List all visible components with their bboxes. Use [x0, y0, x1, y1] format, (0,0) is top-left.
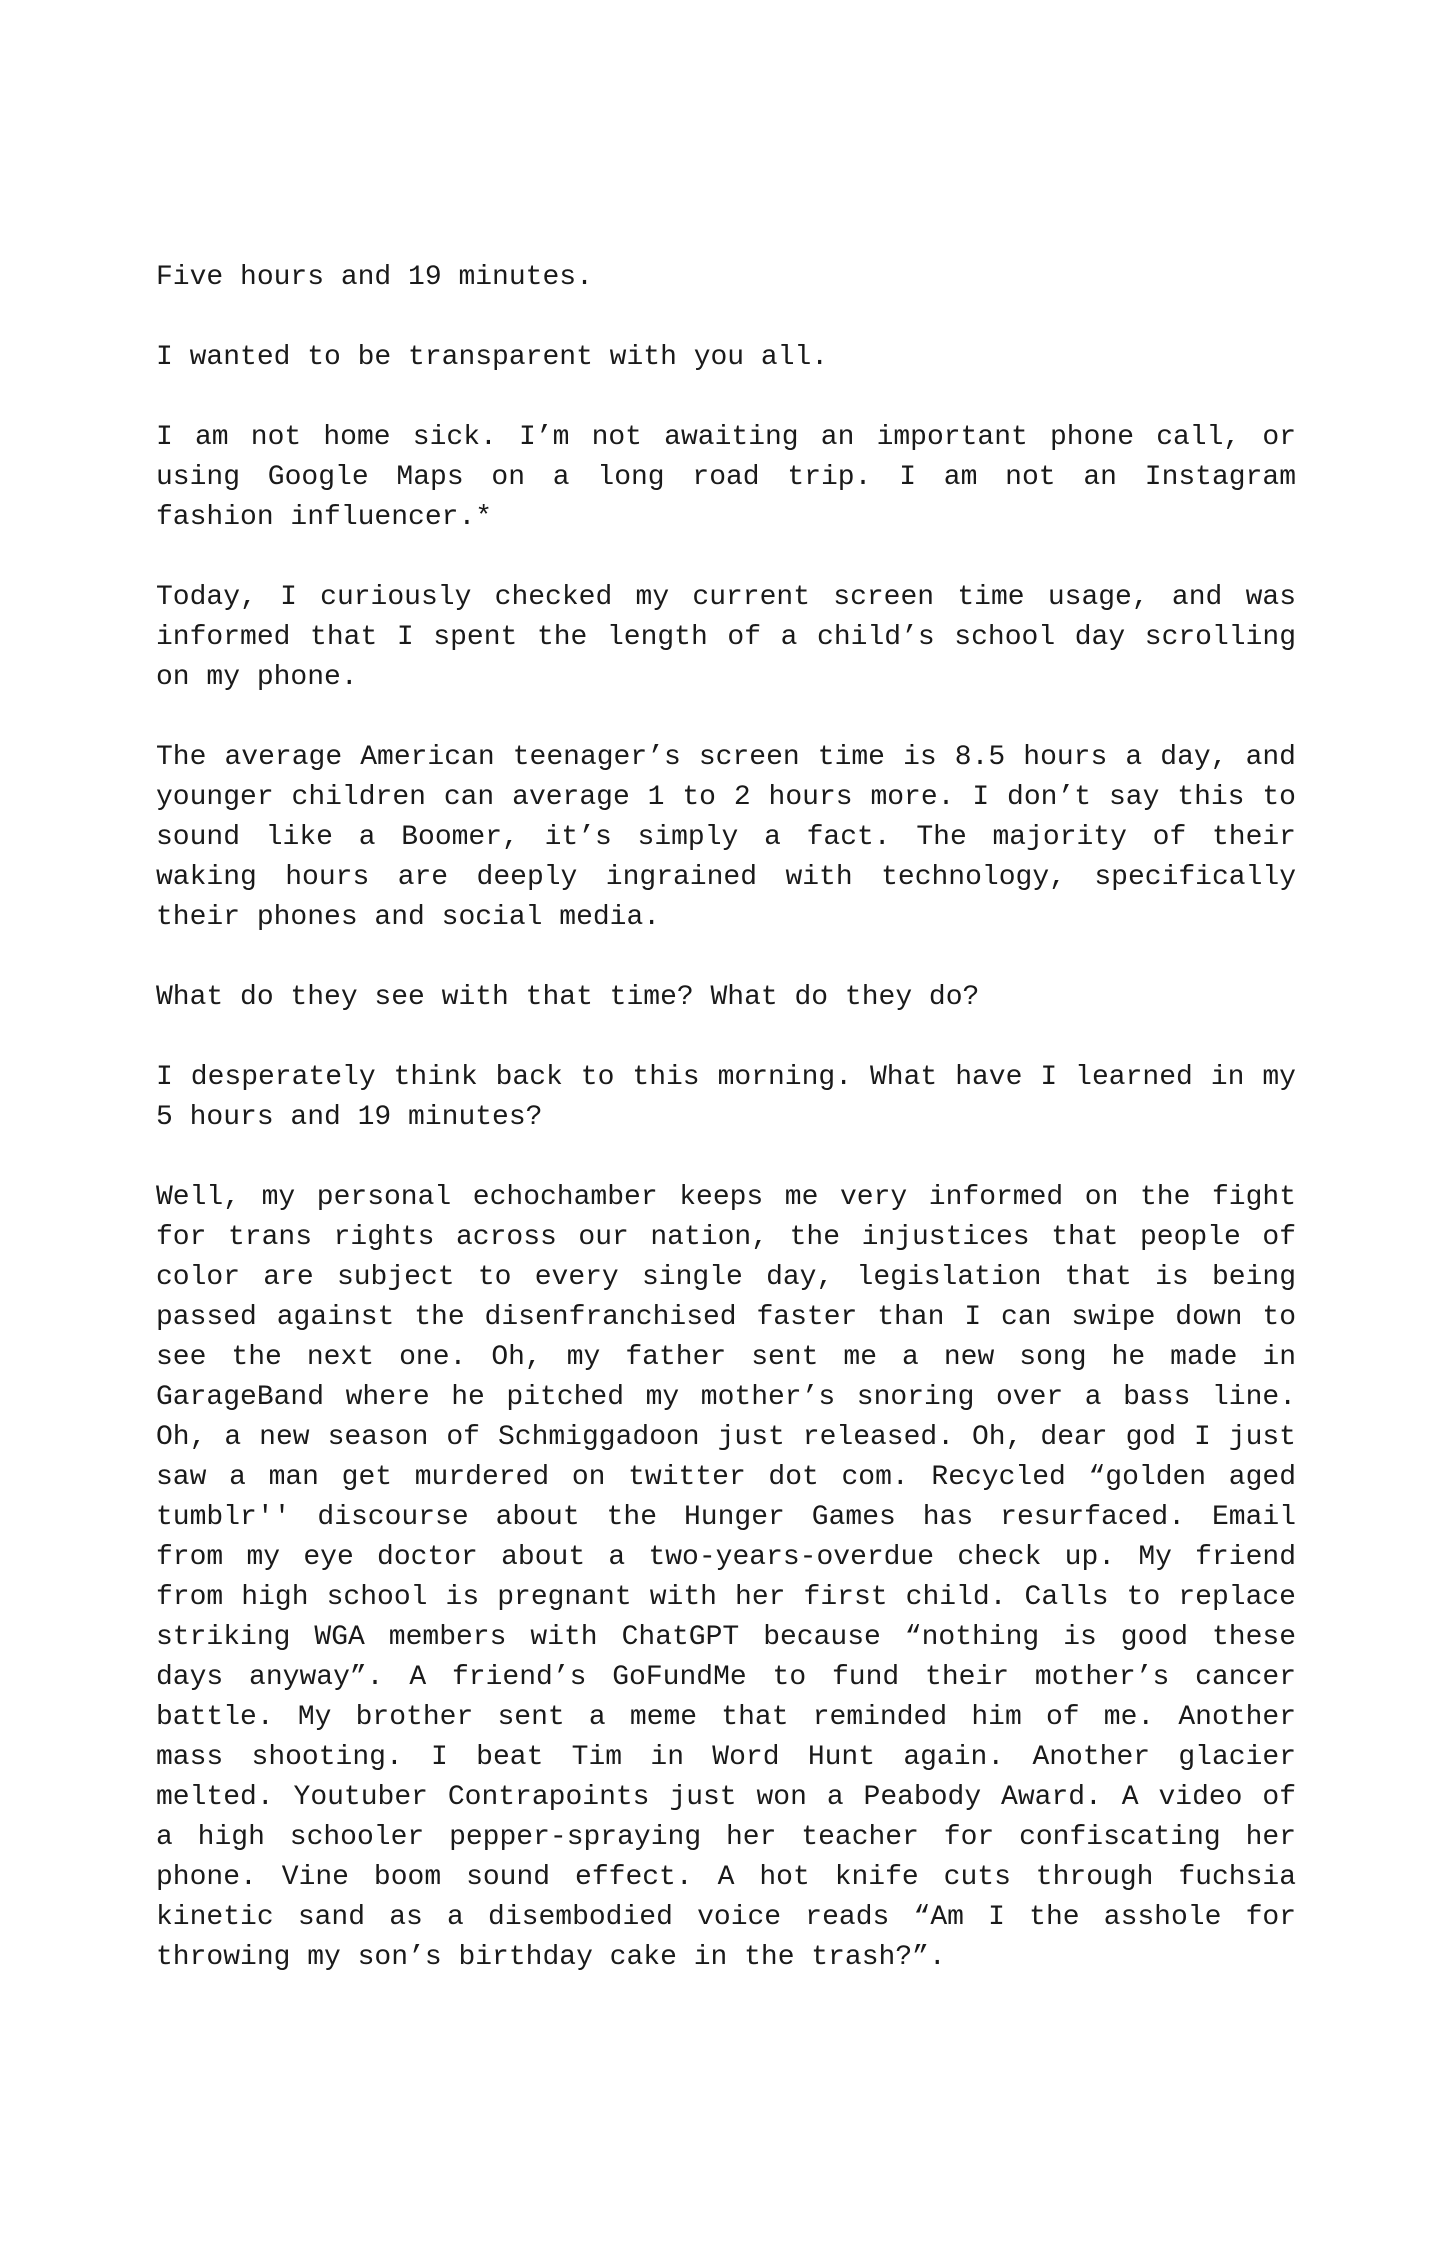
paragraph-5: The average American teenager’s screen time is 8.5 hours a day, and younger children can average 1 to 2 hours more. I don’t say this to sound like a Boomer, it’s simply a fact. The majority of their waking hours are deeply ingrained with technology, specifically their phones and social media.: [156, 742, 1296, 933]
paragraph-6: What do they see with that time? What do they do?: [156, 982, 980, 1013]
paragraph-2: I wanted to be transparent with you all.: [156, 342, 829, 373]
paragraph-4: Today, I curiously checked my current screen time usage, and was informed that I spent the length of a child’s school day scrolling on my phone.: [156, 582, 1296, 693]
document-body: [156, 258, 1296, 1978]
paragraph-3: I am not home sick. I’m not awaiting an important phone call, or using Google Maps on a long road trip. I am not an Instagram fashion influencer.*: [156, 422, 1296, 533]
paragraph-7: I desperately think back to this morning. What have I learned in my 5 hours and 19 minutes?: [156, 1062, 1296, 1133]
paragraph-8: Well, my personal echochamber keeps me very informed on the fight for trans rights across our nation, the injustices that people of color are subject to every single day, legislation that is being passed against the disenfranchised faster than I can swipe down to see the next one. Oh, my father sent me a new song he made in GarageBand where he pitched my mother’s snoring over a bass line. Oh, a new season of Schmiggadoon just released. Oh, dear god I just saw a man get murdered on twitter dot com. Recycled “golden aged tumblr'' discourse about the Hunger Games has resurfaced. Email from my eye doctor about a two-years-overdue check up. My friend from high school is pregnant with her first child. Calls to replace striking WGA members with ChatGPT because “nothing is good these days anyway”. A friend’s GoFundMe to fund their mother’s cancer battle. My brother sent a meme that reminded him of me. Another mass shooting. I beat Tim in Word Hunt again. Another glacier melted. Youtuber Contrapoints just won a Peabody Award. A video of a high schooler pepper-spraying her teacher for confiscating her phone. Vine boom sound effect. A hot knife cuts through fuchsia kinetic sand as a disembodied voice reads “Am I the asshole for throwing my son’s birthday cake in the trash?”.: [156, 1182, 1296, 1973]
paragraph-1: Five hours and 19 minutes.: [156, 262, 593, 293]
